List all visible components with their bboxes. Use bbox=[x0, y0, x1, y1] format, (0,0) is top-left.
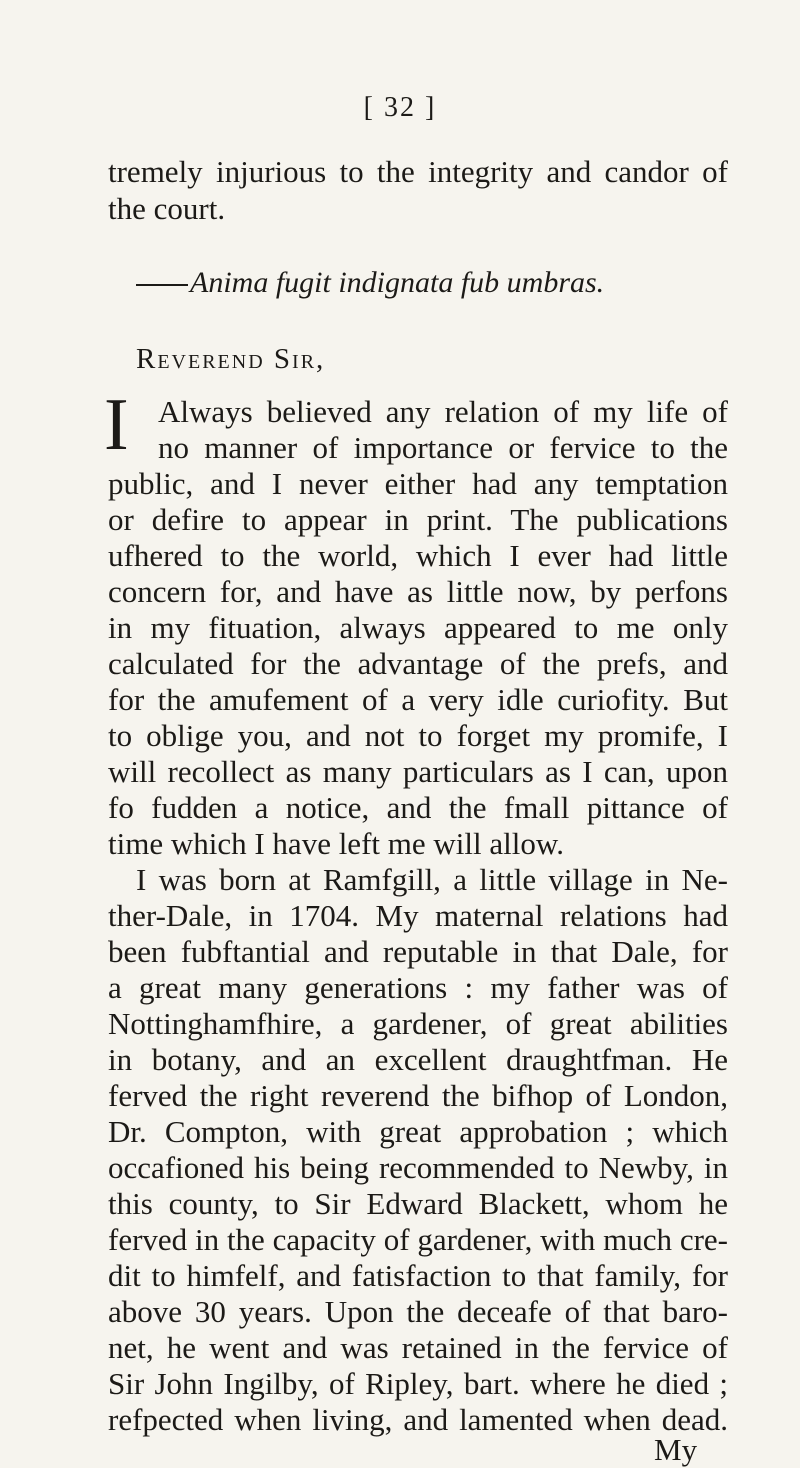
text-line: I was born at Ramfgill, a little village in Ne- bbox=[136, 862, 728, 897]
text-line: or defire to appear in print. The publications bbox=[108, 502, 728, 537]
text-line: Dr. Compton, with great approbation ; which bbox=[108, 1114, 728, 1149]
em-dash-rule bbox=[136, 284, 188, 286]
text-line: refpected when living, and lamented when dead. bbox=[108, 1402, 728, 1437]
text-line: in botany, and an excellent draughtfman. He bbox=[108, 1042, 728, 1077]
text-line: been fubftantial and reputable in that Dale, for bbox=[108, 934, 728, 969]
salutation: Reverend Sir, bbox=[136, 343, 326, 375]
text-line: a great many generations : my father was of bbox=[108, 970, 728, 1005]
text-line: Nottinghamfhire, a gardener, of great abilities bbox=[108, 1006, 728, 1041]
text-line: Sir John Ingilby, of Ripley, bart. where he died ; bbox=[108, 1366, 728, 1401]
epigraph-text: Anima fugit indignata fub umbras. bbox=[190, 266, 605, 299]
text-line: ferved in the capacity of gardener, with much cre- bbox=[108, 1222, 728, 1257]
text-line: in my fituation, always appeared to me only bbox=[108, 610, 728, 645]
text-line: concern for, and have as little now, by perfons bbox=[108, 574, 728, 609]
text-line: for the amufement of a very idle curiofity. But bbox=[108, 682, 728, 717]
text-line: fo fudden a notice, and the fmall pittance of bbox=[108, 790, 728, 825]
text-line: ufhered to the world, which I ever had little bbox=[108, 538, 728, 573]
text-line: public, and I never either had any temptation bbox=[108, 466, 728, 501]
epigraph bbox=[136, 266, 736, 300]
text-line: net, he went and was retained in the fervice of bbox=[108, 1330, 728, 1365]
page-number: [ 32 ] bbox=[363, 92, 437, 123]
text-line: time which I have left me will allow. bbox=[108, 826, 564, 861]
text-line: Always believed any relation of my life of bbox=[158, 394, 728, 429]
text-line: the court. bbox=[108, 191, 226, 226]
text-line: above 30 years. Upon the deceafe of that baro- bbox=[108, 1294, 728, 1329]
text-line: calculated for the advantage of the prefs, and bbox=[108, 646, 728, 681]
drop-cap: I bbox=[104, 384, 129, 466]
text-line: will recollect as many particulars as I can, upon bbox=[108, 754, 728, 789]
text-line: this county, to Sir Edward Blackett, whom he bbox=[108, 1186, 728, 1221]
text-line: tremely injurious to the integrity and candor of bbox=[108, 154, 728, 189]
text-line: ferved the right reverend the bifhop of London, bbox=[108, 1078, 728, 1113]
text-line: occafioned his being recommended to Newby, in bbox=[108, 1150, 728, 1185]
catchword: My bbox=[654, 1432, 698, 1467]
text-line: no manner of importance or fervice to the bbox=[158, 430, 728, 465]
text-line: ther-Dale, in 1704. My maternal relations had bbox=[108, 898, 728, 933]
text-line: dit to himfelf, and fatisfaction to that family, for bbox=[108, 1258, 728, 1293]
text-line: to oblige you, and not to forget my promife, I bbox=[108, 718, 728, 753]
